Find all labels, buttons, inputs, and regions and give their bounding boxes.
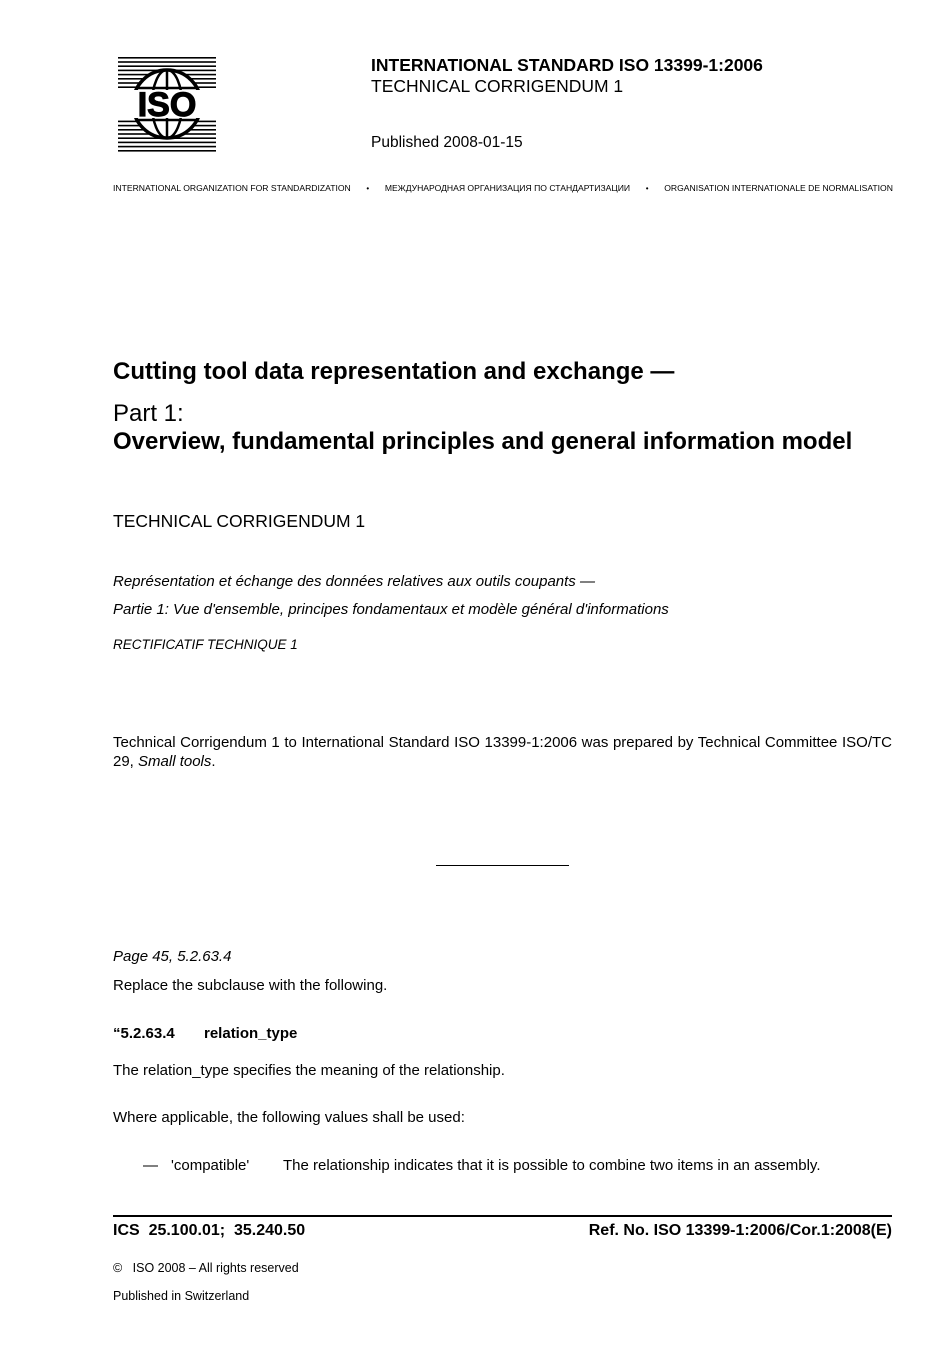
intro-end: . [211, 753, 216, 770]
published-in: Published in Switzerland [113, 1289, 250, 1303]
replace-instruction: Replace the subclause with the following. [113, 977, 388, 994]
standard-title: INTERNATIONAL STANDARD ISO 13399-1:2006 [371, 55, 763, 75]
org-name-english: INTERNATIONAL ORGANIZATION FOR STANDARDIZATION [113, 183, 351, 193]
intro-paragraph [113, 733, 892, 771]
part-title: Overview, fundamental principles and general information model [113, 428, 853, 455]
organization-names [113, 183, 893, 193]
clause-paragraph: The relation_type specifies the meaning of the relationship. [113, 1062, 505, 1079]
footer-rule [113, 1215, 892, 1217]
copyright-notice: © ISO 2008 – All rights reserved [113, 1261, 299, 1275]
french-corrigendum-label: RECTIFICATIF TECHNIQUE 1 [113, 637, 298, 652]
org-name-french: ORGANISATION INTERNATIONALE DE NORMALISATION [664, 183, 893, 193]
iso-logo-text: ISO [137, 86, 197, 124]
clause-paragraph: Where applicable, the following values shall be used: [113, 1109, 465, 1126]
reference-number: Ref. No. ISO 13399-1:2006/Cor.1:2008(E) [588, 1222, 892, 1239]
iso-logo [118, 57, 216, 152]
french-title: Représentation et échange des données relatives aux outils coupants — [113, 573, 595, 590]
separator-line [436, 865, 569, 866]
intro-text: Technical Corrigendum 1 to International Standard ISO 13399-1:2006 was prepared by Technical Committee ISO/TC 29, [113, 734, 892, 770]
part-label: Part 1: [113, 400, 184, 427]
list-item-dash: — [143, 1157, 158, 1174]
list-item-description: The relationship indicates that it is possible to combine two items in an assembly. [283, 1157, 821, 1174]
clause-name: relation_type [204, 1025, 298, 1042]
french-part-title: Partie 1: Vue d'ensemble, principes fondamentaux et modèle général d'informations [113, 601, 669, 618]
bullet-separator: • [645, 183, 649, 193]
bullet-separator: • [366, 183, 370, 193]
committee-name: Small tools [138, 753, 212, 770]
list-item-term: 'compatible' [171, 1157, 250, 1174]
corrigendum-label: TECHNICAL CORRIGENDUM 1 [113, 511, 366, 531]
org-name-russian: МЕЖДУНАРОДНАЯ ОРГАНИЗАЦИЯ ПО СТАНДАРТИЗАЦИИ [384, 183, 631, 193]
standard-subtitle: TECHNICAL CORRIGENDUM 1 [371, 76, 624, 96]
publication-date: Published 2008-01-15 [371, 134, 523, 151]
ics-codes: ICS 25.100.01; 35.240.50 [113, 1222, 306, 1239]
clause-number: “5.2.63.4 [113, 1025, 175, 1042]
page-reference: Page 45, 5.2.63.4 [113, 948, 232, 965]
document-title: Cutting tool data representation and exchange — [113, 358, 675, 385]
